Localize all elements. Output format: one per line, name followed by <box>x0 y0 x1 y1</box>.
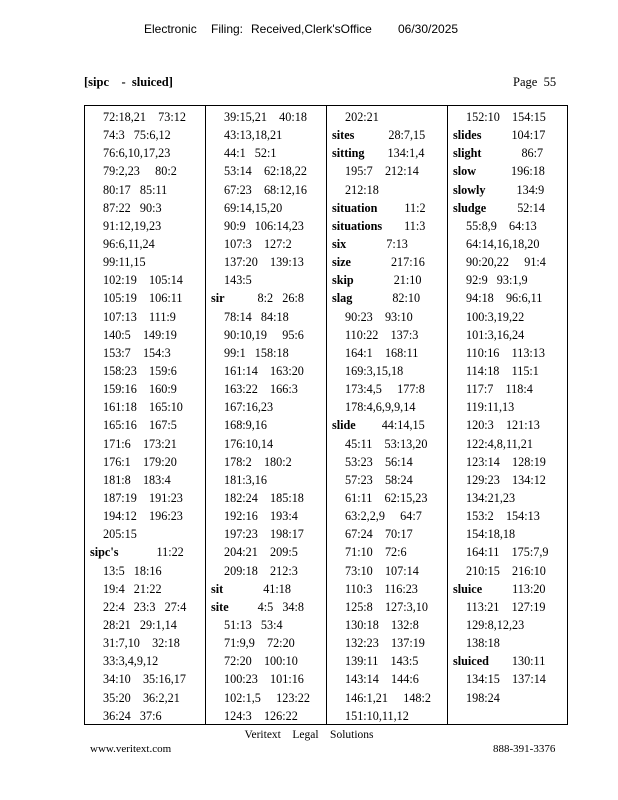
index-ref-line: 92:9 93:1,9 <box>466 273 528 288</box>
index-word-refs: 21:10 <box>393 273 422 288</box>
index-ref-line: 197:23 198:17 <box>224 527 304 542</box>
index-ref-line: 73:10 107:14 <box>345 563 419 578</box>
index-word-refs: 113:20 <box>512 581 546 596</box>
filing-date: 06/30/2025 <box>398 22 459 36</box>
index-ref-line: 61:11 62:15,23 <box>345 490 428 505</box>
index-ref-line: 33:3,4,9,12 <box>103 654 159 669</box>
index-entry <box>448 652 567 670</box>
index-ref-line: 204:21 209:5 <box>224 545 298 560</box>
index-ref-line: 102:19 105:14 <box>103 273 183 288</box>
index-ref-line: 78:14 84:18 <box>224 309 289 324</box>
index-ref-line: 123:14 128:19 <box>466 454 546 469</box>
index-column-3 <box>327 106 448 724</box>
index-ref-line: 44:1 52:1 <box>224 146 277 161</box>
index-ref-line: 129:23 134:12 <box>466 472 546 487</box>
index-ref-line: 120:3 121:13 <box>466 418 540 433</box>
index-ref-line: 102:1,5 123:22 <box>224 690 310 705</box>
index-entry <box>327 144 447 162</box>
index-entry <box>327 289 447 307</box>
index-ref-line: 152:10 154:15 <box>466 110 546 124</box>
index-word-refs: 41:18 <box>263 581 291 596</box>
index-ref-line: 178:2 180:2 <box>224 454 292 469</box>
index-ref-line: 130:18 132:8 <box>345 617 419 632</box>
index-word-refs: 82:10 <box>392 291 421 306</box>
index-ref-line: 79:2,23 80:2 <box>103 164 177 179</box>
index-word-refs: 11:2 <box>404 200 426 215</box>
index-ref-line: 198:24 <box>466 690 500 705</box>
index-ref-line: 138:18 <box>466 636 500 651</box>
index-ref-line: 110:3 116:23 <box>345 581 418 596</box>
index-ref-line: 45:11 53:13,20 <box>345 436 428 451</box>
index-ref-line: 169:3,15,18 <box>345 363 404 378</box>
index-word: sluiced <box>453 654 489 669</box>
index-ref-line: 51:13 53:4 <box>224 617 283 632</box>
index-column-1 <box>85 106 206 724</box>
index-ref-line: 31:7,10 32:18 <box>103 636 180 651</box>
index-word: sites <box>332 128 355 143</box>
index-entry <box>448 199 567 217</box>
index-ref-line: 212:18 <box>345 182 379 197</box>
index-ref-line: 105:19 106:11 <box>103 291 183 306</box>
index-word-refs: 11:22 <box>156 545 184 560</box>
word-index-table <box>84 105 568 725</box>
index-word-refs: 130:11 <box>511 654 546 669</box>
index-entry <box>327 126 447 144</box>
index-word-refs: 52:14 <box>517 200 545 215</box>
index-ref-line: 110:22 137:3 <box>345 327 419 342</box>
index-ref-line: 113:21 127:19 <box>466 599 546 614</box>
index-ref-line: 163:22 166:3 <box>224 382 298 397</box>
index-ref-line: 178:4,6,9,9,14 <box>345 400 416 415</box>
index-ref-line: 209:18 212:3 <box>224 563 298 578</box>
index-column-2 <box>206 106 327 724</box>
index-ref-line: 119:11,13 <box>466 400 515 415</box>
index-ref-line: 167:16,23 <box>224 400 274 415</box>
index-ref-line: 90:23 93:10 <box>345 309 413 324</box>
index-ref-line: 28:21 29:1,14 <box>103 617 177 632</box>
index-ref-line: 67:23 68:12,16 <box>224 182 307 197</box>
index-column-4 <box>448 106 567 724</box>
index-ref-line: 134:15 137:14 <box>466 672 546 687</box>
index-word-refs: 8:2 26:8 <box>257 291 304 306</box>
index-ref-line: 143:14 144:6 <box>345 672 419 687</box>
index-ref-line: 72:18,21 73:12 <box>103 110 186 124</box>
index-ref-line: 96:6,11,24 <box>103 236 155 251</box>
index-word-refs: 104:17 <box>511 128 546 143</box>
index-ref-line: 165:16 167:5 <box>103 418 177 433</box>
footer-website[interactable]: www.veritext.com <box>90 743 172 755</box>
index-ref-line: 19:4 21:22 <box>103 581 162 596</box>
index-ref-line: 124:3 126:22 <box>224 708 298 723</box>
index-range-header: [sipc - sluiced] <box>84 75 173 89</box>
index-ref-line: 22:4 23:3 27:4 <box>103 599 187 614</box>
index-ref-line: 143:5 <box>224 273 252 288</box>
index-ref-line: 139:11 143:5 <box>345 654 419 669</box>
index-word: site <box>211 599 229 614</box>
index-ref-line: 80:17 85:11 <box>103 182 168 197</box>
index-ref-line: 100:3,19,22 <box>466 309 525 324</box>
index-ref-line: 63:2,2,9 64:7 <box>345 509 422 524</box>
index-entry <box>327 217 447 235</box>
index-entry <box>448 144 567 162</box>
index-ref-line: 69:14,15,20 <box>224 200 283 215</box>
index-ref-line: 36:24 37:6 <box>103 708 162 723</box>
index-word: slight <box>453 146 482 161</box>
index-ref-line: 53:23 56:14 <box>345 454 413 469</box>
index-word: slides <box>453 128 482 143</box>
index-ref-line: 64:14,16,18,20 <box>466 236 540 251</box>
index-word: six <box>332 236 347 251</box>
index-ref-line: 182:24 185:18 <box>224 490 304 505</box>
index-ref-line: 107:13 111:9 <box>103 309 176 324</box>
index-word-refs: 7:13 <box>386 236 408 251</box>
footer-phone: 888-391-3376 <box>493 743 556 755</box>
index-word-refs: 217:16 <box>390 255 425 270</box>
index-ref-line: 107:3 127:2 <box>224 236 292 251</box>
index-ref-line: 132:23 137:19 <box>345 636 425 651</box>
index-word: sludge <box>453 200 487 215</box>
index-ref-line: 43:13,18,21 <box>224 128 283 143</box>
index-entry <box>85 543 205 561</box>
index-word-refs: 196:18 <box>511 164 545 179</box>
index-ref-line: 74:3 75:6,12 <box>103 128 171 143</box>
index-ref-line: 158:23 159:6 <box>103 363 177 378</box>
index-entry <box>327 416 447 434</box>
index-ref-line: 125:8 127:3,10 <box>345 599 428 614</box>
index-word: situation <box>332 200 378 215</box>
index-ref-line: 57:23 58:24 <box>345 472 413 487</box>
index-ref-line: 53:14 62:18,22 <box>224 164 307 179</box>
index-entry <box>327 235 447 253</box>
index-ref-line: 110:16 113:13 <box>466 345 545 360</box>
index-ref-line: 117:7 118:4 <box>466 382 533 397</box>
index-ref-line: 181:3,16 <box>224 472 267 487</box>
filing-label: Electronic <box>144 22 197 36</box>
index-ref-line: 71:9,9 72:20 <box>224 636 295 651</box>
index-ref-line: 99:11,15 <box>103 255 146 270</box>
filing-word: Filing: <box>211 22 244 36</box>
index-entry <box>206 598 326 616</box>
page-label: Page <box>513 75 538 89</box>
index-ref-line: 176:1 179:20 <box>103 454 177 469</box>
index-entry <box>327 199 447 217</box>
index-ref-line: 72:20 100:10 <box>224 654 298 669</box>
index-entry <box>448 162 567 180</box>
index-ref-line: 99:1 158:18 <box>224 345 289 360</box>
index-word: slow <box>453 164 477 179</box>
index-word: slowly <box>453 182 486 197</box>
index-ref-line: 67:24 70:17 <box>345 527 413 542</box>
index-ref-line: 94:18 96:6,11 <box>466 291 543 306</box>
index-ref-line: 76:6,10,17,23 <box>103 146 171 161</box>
index-word-refs: 4:5 34:8 <box>257 599 304 614</box>
index-word-refs: 11:3 <box>404 218 426 233</box>
index-ref-line: 13:5 18:16 <box>103 563 162 578</box>
index-word: situations <box>332 218 383 233</box>
index-ref-line: 161:18 165:10 <box>103 400 183 415</box>
index-word-refs: 28:7,15 <box>388 128 426 143</box>
index-ref-line: 90:9 106:14,23 <box>224 218 304 233</box>
index-ref-line: 173:4,5 177:8 <box>345 382 425 397</box>
index-ref-line: 90:10,19 95:6 <box>224 327 304 342</box>
index-word-refs: 86:7 <box>521 146 544 161</box>
index-ref-line: 161:14 163:20 <box>224 363 304 378</box>
footer-company: Veritext Legal Solutions <box>244 729 374 741</box>
index-word-refs: 134:9 <box>516 182 545 197</box>
index-ref-line: 202:21 <box>345 110 379 124</box>
index-ref-line: 168:9,16 <box>224 418 267 433</box>
index-ref-line: 192:16 193:4 <box>224 509 298 524</box>
index-ref-line: 87:22 90:3 <box>103 200 162 215</box>
index-ref-line: 137:20 139:13 <box>224 255 304 270</box>
index-ref-line: 146:1,21 148:2 <box>345 690 431 705</box>
index-entry <box>448 580 567 598</box>
index-ref-line: 114:18 115:1 <box>466 363 539 378</box>
index-ref-line: 39:15,21 40:18 <box>224 110 307 124</box>
index-ref-line: 140:5 149:19 <box>103 327 177 342</box>
index-ref-line: 55:8,9 64:13 <box>466 218 537 233</box>
index-ref-line: 181:8 183:4 <box>103 472 171 487</box>
page-number: 55 <box>543 75 557 89</box>
index-word: sipc's <box>90 545 119 560</box>
index-ref-line: 164:11 175:7,9 <box>466 545 549 560</box>
index-ref-line: 154:18,18 <box>466 527 516 542</box>
index-ref-line: 90:20,22 91:4 <box>466 255 546 270</box>
index-word: sir <box>211 291 225 306</box>
index-ref-line: 134:21,23 <box>466 490 516 505</box>
index-entry <box>448 126 567 144</box>
index-word: slide <box>332 418 356 433</box>
index-ref-line: 129:8,12,23 <box>466 617 525 632</box>
index-word: sitting <box>332 146 365 161</box>
index-entry <box>206 580 326 598</box>
index-ref-line: 91:12,19,23 <box>103 218 162 233</box>
index-word: skip <box>332 273 354 288</box>
index-ref-line: 210:15 216:10 <box>466 563 546 578</box>
index-ref-line: 153:2 154:13 <box>466 509 540 524</box>
index-ref-line: 171:6 173:21 <box>103 436 177 451</box>
index-ref-line: 159:16 160:9 <box>103 382 177 397</box>
filing-received: Received,Clerk'sOffice <box>251 22 372 36</box>
index-word-refs: 44:14,15 <box>381 418 425 433</box>
index-ref-line: 205:15 <box>103 527 137 542</box>
index-word: sluice <box>453 581 483 596</box>
index-entry <box>448 181 567 199</box>
index-word: size <box>332 255 351 270</box>
index-ref-line: 151:10,11,12 <box>345 708 409 723</box>
index-ref-line: 153:7 154:3 <box>103 345 171 360</box>
index-ref-line: 194:12 196:23 <box>103 509 183 524</box>
index-entry <box>327 271 447 289</box>
index-entry <box>327 253 447 271</box>
index-ref-line: 164:1 168:11 <box>345 345 419 360</box>
index-ref-line: 195:7 212:14 <box>345 164 419 179</box>
index-ref-line: 35:20 36:2,21 <box>103 690 180 705</box>
index-ref-line: 71:10 72:6 <box>345 545 407 560</box>
index-ref-line: 176:10,14 <box>224 436 274 451</box>
index-ref-line: 122:4,8,11,21 <box>466 436 533 451</box>
page-indicator <box>513 75 556 90</box>
index-ref-line: 100:23 101:16 <box>224 672 304 687</box>
index-word: sit <box>211 581 224 596</box>
index-ref-line: 34:10 35:16,17 <box>103 672 186 687</box>
index-word-refs: 134:1,4 <box>387 146 425 161</box>
index-entry <box>206 289 326 307</box>
index-word: slag <box>332 291 353 306</box>
index-ref-line: 187:19 191:23 <box>103 490 183 505</box>
index-ref-line: 101:3,16,24 <box>466 327 525 342</box>
